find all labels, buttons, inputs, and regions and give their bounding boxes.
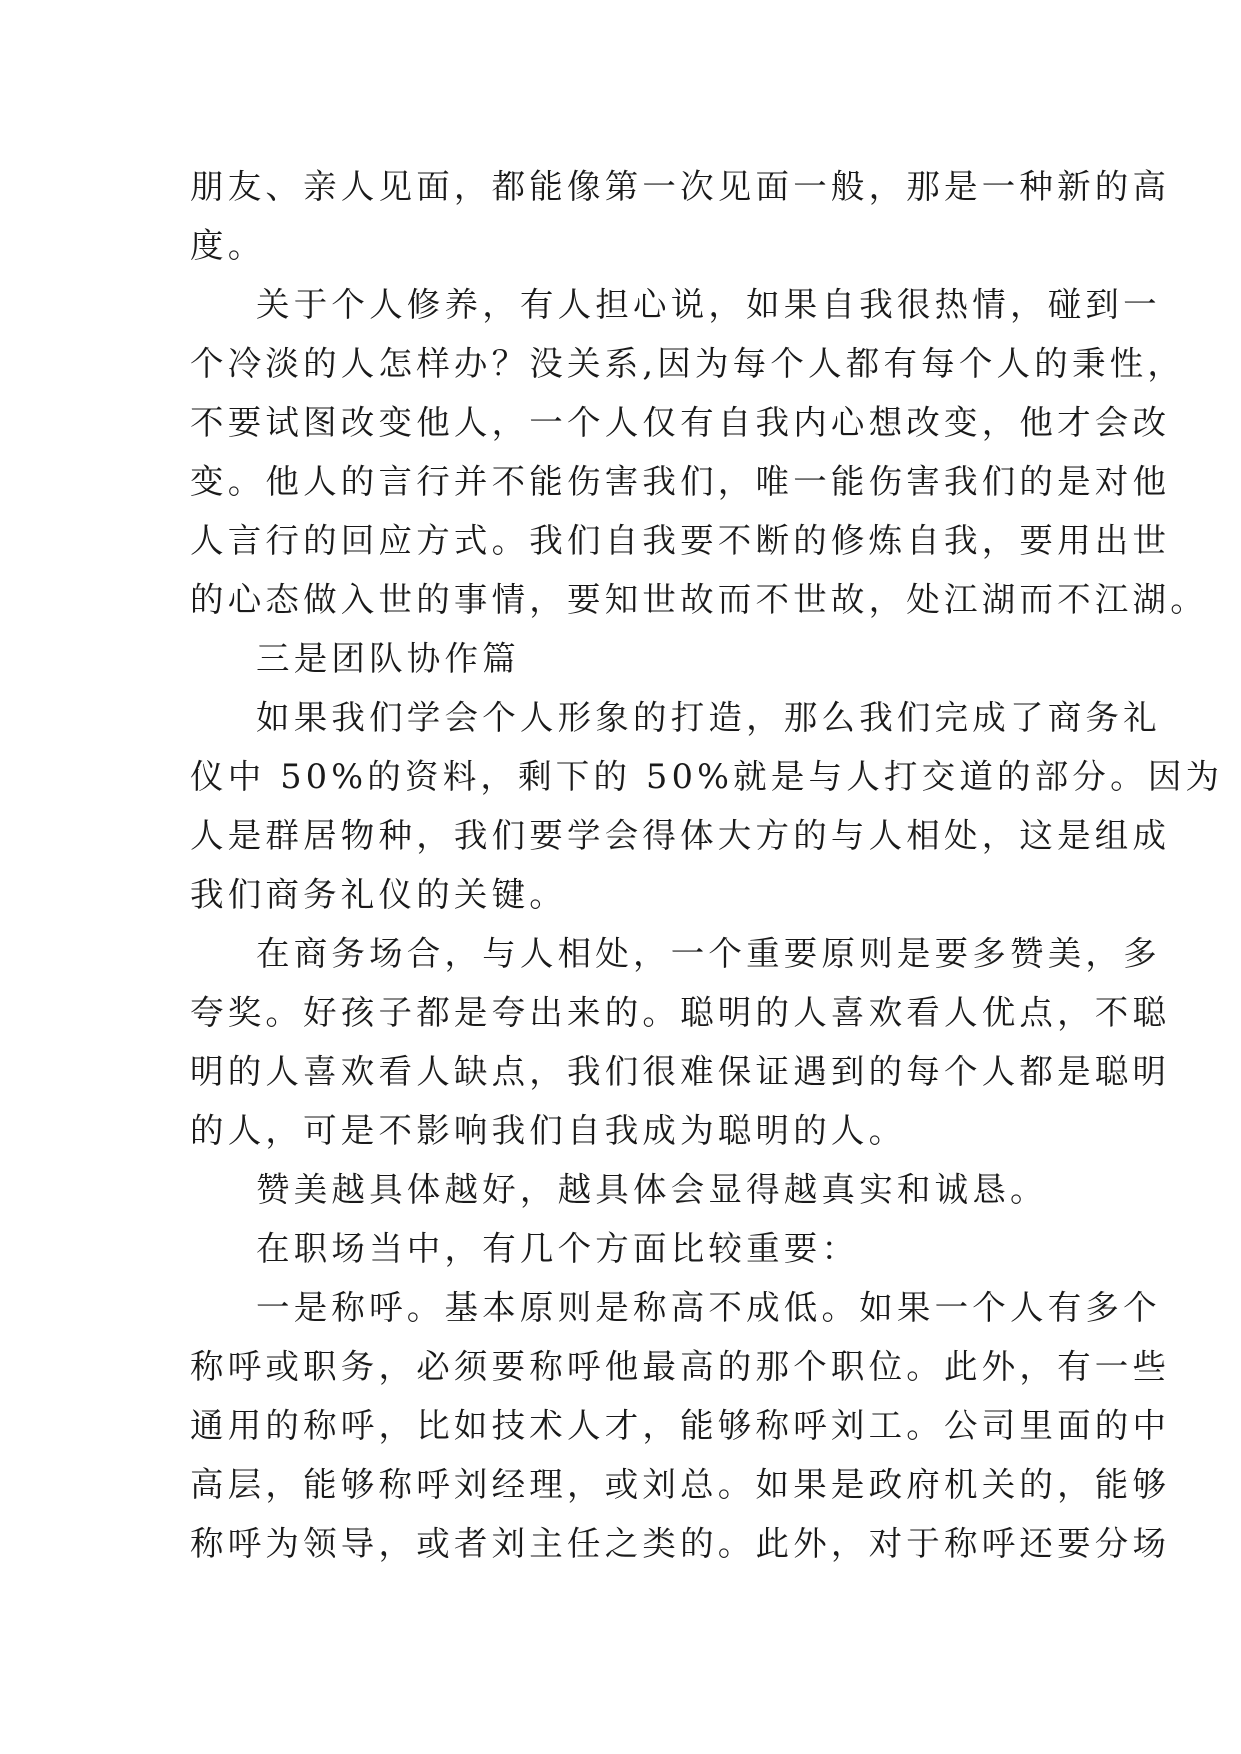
text-line: 高层，能够称呼刘经理，或刘总。如果是政府机关的，能够 — [190, 1465, 1171, 1504]
text-line: 我们商务礼仪的关键。 — [190, 875, 567, 914]
text-line: 朋友、亲人见面，都能像第一次见面一般，那是一种新的高 — [190, 167, 1171, 206]
paragraph-start-line: 赞美越具体越好，越具体会显得越真实和诚恳。 — [256, 1170, 1048, 1209]
text-line: 人言行的回应方式。我们自我要不断的修炼自我，要用出世 — [190, 521, 1171, 560]
text-line: 称呼或职务，必须要称呼他最高的那个职位。此外，有一些 — [190, 1347, 1171, 1386]
text-line: 夸奖。好孩子都是夸出来的。聪明的人喜欢看人优点，不聪 — [190, 993, 1171, 1032]
paragraph-start-line: 一是称呼。基本原则是称高不成低。如果一个人有多个 — [256, 1288, 1161, 1327]
text-line: 变。他人的言行并不能伤害我们，唯一能伤害我们的是对他 — [190, 462, 1171, 501]
text-line: 明的人喜欢看人缺点，我们很难保证遇到的每个人都是聪明 — [190, 1052, 1171, 1091]
section-heading: 三是团队协作篇 — [256, 639, 520, 678]
text-line: 称呼为领导，或者刘主任之类的。此外，对于称呼还要分场 — [190, 1524, 1171, 1563]
text-line: 仪中 50%的资料，剩下的 50%就是与人打交道的部分。因为 — [190, 757, 1224, 796]
text-line: 个冷淡的人怎样办？没关系,因为每个人都有每个人的秉性， — [190, 344, 1186, 383]
paragraph-start-line: 如果我们学会个人形象的打造，那么我们完成了商务礼 — [256, 698, 1161, 737]
text-line: 度。 — [190, 226, 266, 265]
paragraph-start-line: 在职场当中，有几个方面比较重要： — [256, 1229, 860, 1268]
text-line: 不要试图改变他人，一个人仅有自我内心想改变，他才会改 — [190, 403, 1171, 442]
text-line: 通用的称呼，比如技术人才，能够称呼刘工。公司里面的中 — [190, 1406, 1171, 1445]
text-line: 的心态做入世的事情，要知世故而不世故，处江湖而不江湖。 — [190, 580, 1208, 619]
paragraph-start-line: 在商务场合，与人相处，一个重要原则是要多赞美，多 — [256, 934, 1161, 973]
text-line: 人是群居物种，我们要学会得体大方的与人相处，这是组成 — [190, 816, 1171, 855]
text-line: 的人，可是不影响我们自我成为聪明的人。 — [190, 1111, 907, 1150]
paragraph-start-line: 关于个人修养，有人担心说，如果自我很热情，碰到一 — [256, 285, 1161, 324]
